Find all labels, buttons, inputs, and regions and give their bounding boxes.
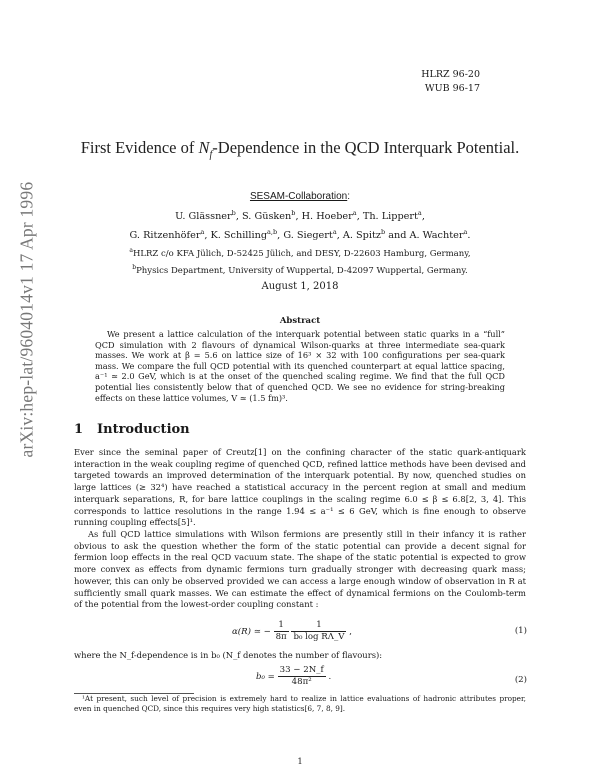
report-number-2: WUB 96-17 (424, 83, 480, 94)
title-post: -Dependence in the QCD Interquark Potential. (212, 138, 520, 157)
affiliations (60, 244, 540, 278)
author: K. Schilling (210, 229, 268, 241)
author: A. Wachter (409, 229, 464, 241)
report-number-1: HLRZ 96-20 (421, 69, 480, 80)
arxiv-stamp: arXiv:hep-lat/9604014v1 17 Apr 1996 (16, 181, 37, 458)
title-nf: N (198, 138, 210, 157)
title-nf-sub: f (209, 149, 213, 161)
author: H. Hoeber (301, 211, 353, 223)
section-heading: 1 Introduction (74, 422, 190, 437)
equation-1-number: (1) (514, 626, 527, 636)
author: G. Ritzenhöfer (129, 229, 201, 241)
author: Th. Lippert (362, 211, 418, 223)
paragraph-2: As full QCD lattice simulations with Wilson fermions are presently still in their infancy it is rather obvious to ask the question whether the form of the static potential can provide a decent signal for fermion loop effects in the real QCD vacuum state. The shape of the static potential is expected to grow more convex as effects from dynamic fermions turn gradually stronger with decreasing quark mass; however, this can only be observed provided we can access a large enough window of observation in R at sufficiently small quark masses. We can estimate the effect of dynamical fermions on the Coulomb-term of the potential from the lowest-order coupling constant : (74, 529, 526, 610)
equation-1: α(R) ≃ − $\frac{1}{8\pi}$ $\frac{1}{\text{b₀ log RΛ\_V}}$ , (232, 620, 352, 642)
author: S. Güsken (242, 211, 292, 223)
author: A. Spitz (342, 229, 381, 241)
paragraph-1: Ever since the seminal paper of Creutz[1] on the confining character of the static quark-antiquark interaction in the weak coupling regime of quenched QCD, refined lattice methods have been devised and targeted towards an improved determination of the interquark potential. By now, quenched studies on large lattices (≥ 32⁴) have reached a statistical accuracy in the percent region at small and medium interquark separations, R, for bare lattice couplings in the scaling regime 6.0 ≤ β ≤ 6.8[2, 3, 4]. This corresponds to lattice resolutions in the range 1.94 ≤ a⁻¹ ≤ 6 GeV, which is fine enough to observe running coupling effects[5]¹. (74, 447, 526, 528)
paper-title (60, 136, 540, 167)
title-pre: First Evidence of (80, 138, 199, 157)
equation-2-number: (2) (514, 675, 527, 685)
abstract-heading: Abstract (279, 316, 321, 326)
date: August 1, 2018 (261, 281, 339, 292)
collaboration: SESAM-Collaboration: (249, 191, 351, 202)
author-list: U. Glässner$^b$, S. Güsken$^b$, H. Hoeber$^a$, Th. Lippert$^a$, G. Ritzenhöfer$^a$, K. Schilling$^{a,b}$, G. Siegert$^a$, A. Spitz$^b$ and A. Wachter$^a$. (129, 209, 471, 241)
collaboration-link[interactable]: SESAM-Collaboration (249, 191, 348, 202)
affiliation-b: $^b$Physics Department, University of Wuppertal, D-42097 Wuppertal, Germany. (132, 263, 468, 276)
footnote: ¹At present, such level of precision is extremely hard to realize in lattice evaluations of hadronic attributes proper, even in quenched QCD, since this requires very high statistics[6, 7, 8, 9]. (74, 694, 526, 713)
equation-2: b₀ = $\frac{33 - 2N\_f}{\text{48π²}}$ . (256, 665, 332, 687)
author: G. Siegert (283, 229, 333, 241)
author: U. Glässner (175, 211, 232, 223)
where-text: where the N_f-dependence is in b₀ (N_f denotes the number of flavours): (74, 650, 383, 660)
page-number: 1 (297, 756, 303, 766)
abstract-text: We present a lattice calculation of the interquark potential between static quarks in a “full” QCD simulation with 2 flavours of dynamical Wilson-quarks at three intermediate sea-quark masses. We work at β = 5.6 on lattice size of 16³ × 32 with 100 configurations per sea-quark mass. We compare the full QCD potential with its quenched counterpart at equal lattice spacing, a⁻¹ ≃ 2.0 GeV, which is at the onset of the quenched scaling regime. We find that the full QCD potential lies consistently below that of quenched QCD. We see no evidence for string-breaking effects on these lattice volumes, V ≃ (1.5 fm)³. (95, 329, 505, 403)
affiliation-a: $^a$HLRZ c/o KFA Jülich, D-52425 Jülich, and DESY, D-22603 Hamburg, Germany, (129, 247, 471, 259)
